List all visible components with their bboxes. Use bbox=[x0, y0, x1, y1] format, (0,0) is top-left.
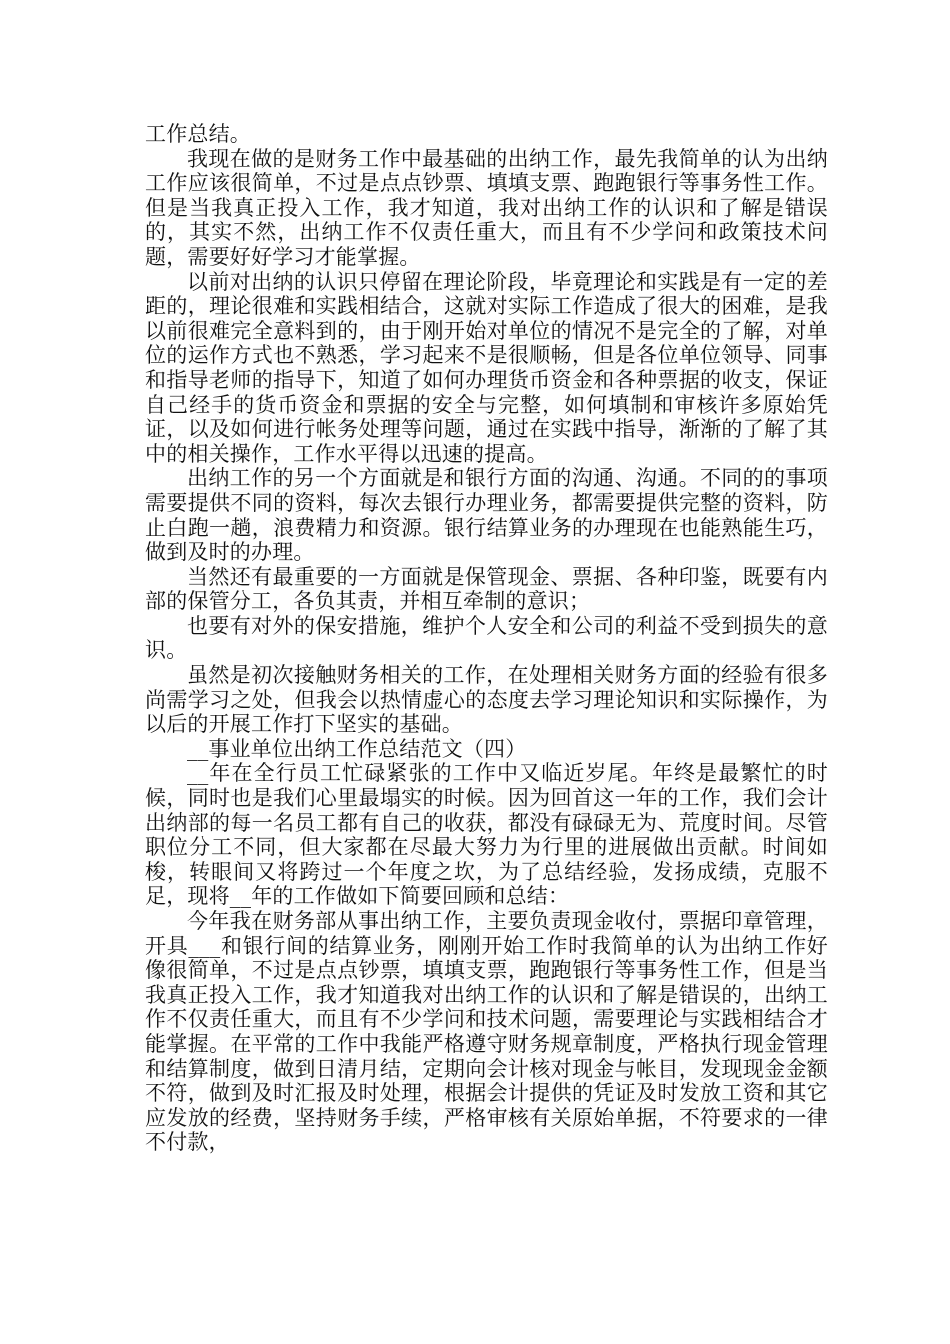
section-heading: __事业单位出纳工作总结范文（四） bbox=[187, 736, 527, 761]
document-body bbox=[145, 122, 828, 1155]
paragraph-cashier-duties: 今年我在财务部从事出纳工作，主要负责现金收付，票据印章管理，开具___和银行间的结算业务，刚刚开始工作时我简单的认为出纳工作好像很简单，不过是点点钞票，填填支票，跑跑银行等事务性工作，但是当我真正投入工作，我才知道我对出纳工作的认识和了解是错误的，出纳工作不仅责任重大，而且有不少学问和技术问题，需要理论与实践相结合才能掌握。在平常的工作中我能严格遵守财务规章制度，严格执行现金管理和结算制度，做到日清月结，定期向会计核对现金与帐目，发现现金金额不符，做到及时汇报及时处理，根据会计提供的凭证及时发放工资和其它应发放的经费，坚持财务手续，严格审核有关原始单据，不符要求的一律不付款， bbox=[145, 909, 828, 1155]
paragraph-basic-cashier-work: 我现在做的是财务工作中最基础的出纳工作，最先我简单的认为出纳工作应该很简单，不过是点点钞票、填填支票、跑跑银行等事务性工作。但是当我真正投入工作，我才知道，我对出纳工作的认识和了解是错误的，其实不然，出纳工作不仅责任重大，而且有不少学问和政策技术问题，需要好好学习才能掌握。 bbox=[145, 146, 828, 269]
paragraph-security-measures: 也要有对外的保安措施，维护个人安全和公司的利益不受到损失的意识。 bbox=[145, 613, 828, 663]
paragraph-theory-practice: 以前对出纳的认识只停留在理论阶段，毕竟理论和实践是有一定的差距的，理论很难和实践相结合，这就对实际工作造成了很大的困难，是我以前很难完全意料到的，由于刚开始对单位的情况不是完全的了解，对单位的运作方式也不熟悉，学习起来不是很顺畅，但是各位单位领导、同事和指导老师的指导下，知道了如何办理货币资金和各种票据的收支，保证自己经手的货币资金和票据的安全与完整，如何填制和审核许多原始凭证，以及如何进行帐务处理等问题，通过在实践中指导，渐渐的了解了其中的相关操作，工作水平得以迅速的提高。 bbox=[145, 269, 828, 466]
paragraph-learning-attitude: 虽然是初次接触财务相关的工作，在处理相关财务方面的经验有很多尚需学习之处，但我会以热情虚心的态度去学习理论知识和实际操作，为以后的开展工作打下坚实的基础。 bbox=[145, 663, 828, 737]
paragraph-bank-communication: 出纳工作的另一个方面就是和银行方面的沟通、沟通。不同的的事项需要提供不同的资料，每次去银行办理业务，都需要提供完整的资料，防止白跑一趟，浪费精力和资源。银行结算业务的办理现在也能熟能生巧，做到及时的办理。 bbox=[145, 466, 828, 565]
paragraph-custody: 当然还有最重要的一方面就是保管现金、票据、各种印鉴，既要有内部的保管分工，各负其责，并相互牵制的意识； bbox=[145, 564, 828, 614]
paragraph-continuation: 工作总结。 bbox=[145, 122, 251, 146]
paragraph-year-end: __年在全行员工忙碌紧张的工作中又临近岁尾。年终是最繁忙的时候，同时也是我们心里最塌实的时候。因为回首这一年的工作，我们会计出纳部的每一名员工都有自己的收获，都没有碌碌无为、荒度时间。尽管职位分工不同，但大家都在尽最大努力为行里的进展做出贡献。时间如梭，转眼间又将跨过一个年度之坎，为了总结经验，发扬成绩，克服不足，现将__年的工作做如下简要回顾和总结： bbox=[145, 761, 828, 909]
